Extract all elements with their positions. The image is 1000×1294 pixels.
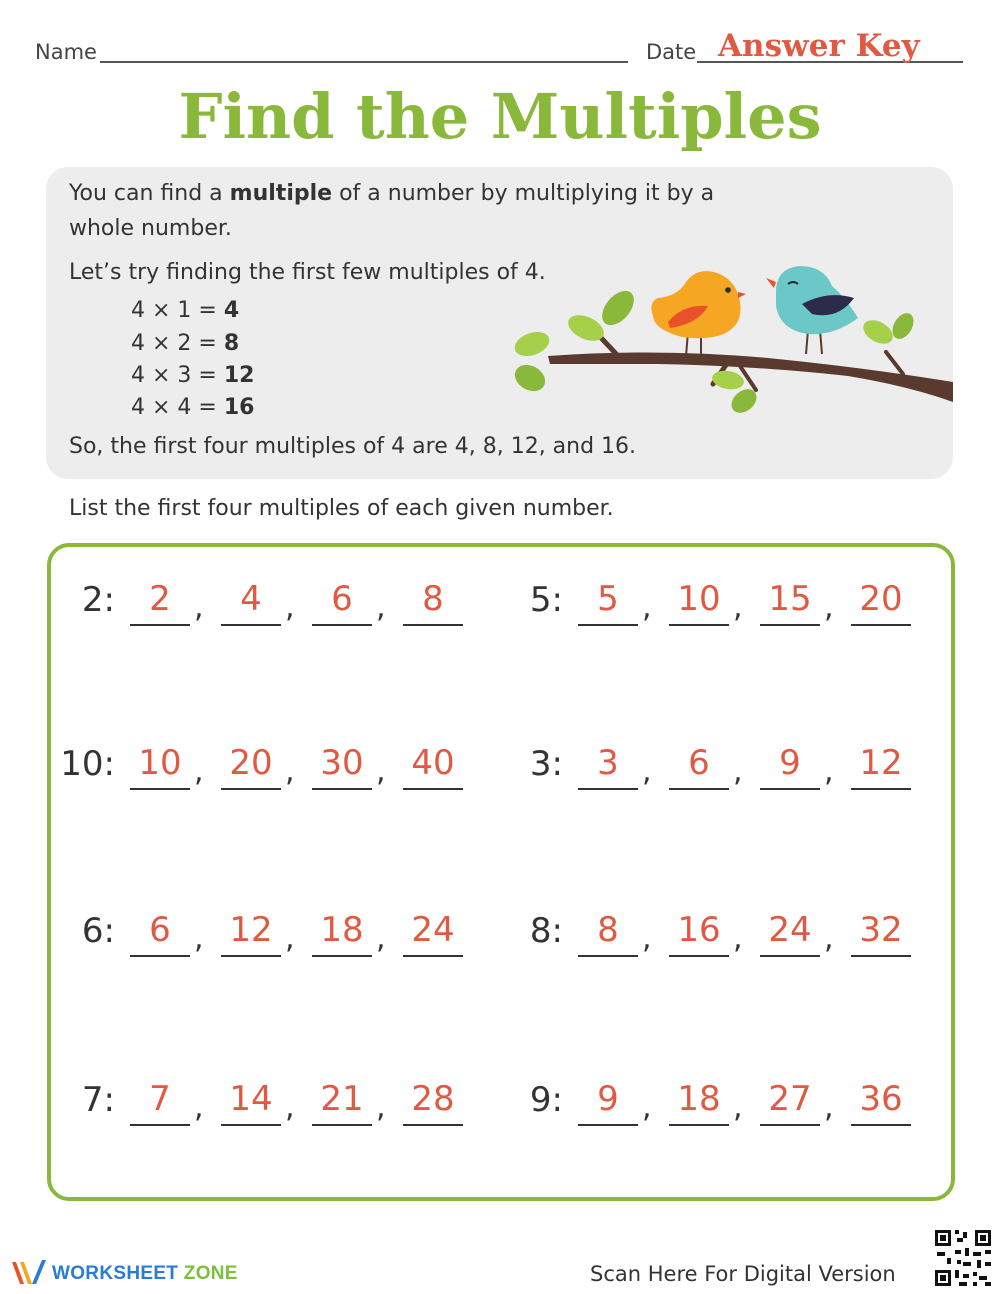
answer-blank[interactable] — [578, 740, 638, 790]
comma-separator: , — [194, 590, 204, 625]
answer-value: 18 — [320, 910, 364, 950]
answer-blank[interactable] — [312, 1076, 372, 1126]
answer-value: 24 — [768, 910, 812, 950]
page-title: Find the Multiples — [178, 80, 822, 153]
answer-value: 18 — [677, 1079, 721, 1119]
answer-value: 14 — [229, 1079, 273, 1119]
equation-answer: 8 — [223, 331, 240, 356]
comma-separator: , — [285, 921, 295, 956]
answer-blank[interactable] — [578, 907, 638, 957]
answer-blank[interactable] — [130, 1076, 190, 1126]
problem-number-label: 5: — [529, 580, 563, 620]
answer-blank[interactable] — [669, 576, 729, 626]
problem-number-label: 2: — [81, 580, 115, 620]
equation-expression: 4 × 1 = — [131, 298, 224, 323]
example-equation — [131, 363, 254, 388]
comma-separator: , — [733, 1090, 743, 1125]
comma-separator: , — [642, 754, 652, 789]
comma-separator: , — [285, 754, 295, 789]
answer-blank[interactable] — [312, 740, 372, 790]
qr-code-icon[interactable] — [933, 1228, 993, 1288]
birds-on-branch-illustration — [508, 262, 953, 422]
answer-value: 12 — [859, 743, 903, 783]
answer-value: 5 — [597, 579, 619, 619]
intro-line-1 — [69, 176, 714, 211]
answer-blank[interactable] — [403, 576, 463, 626]
instruction-text: List the first four multiples of each given number. — [69, 496, 614, 521]
comma-separator: , — [642, 1090, 652, 1125]
answer-value: 4 — [240, 579, 262, 619]
answer-blank[interactable] — [578, 576, 638, 626]
intro-line-2: whole number. — [69, 216, 232, 241]
problem-number-label: 10: — [60, 744, 115, 784]
problem-number-label: 6: — [81, 911, 115, 951]
equation-expression: 4 × 3 = — [131, 363, 224, 388]
date-value: Answer Key — [718, 28, 920, 64]
comma-separator: , — [194, 1090, 204, 1125]
intro-conclusion: So, the first four multiples of 4 are 4, 8, 12, and 16. — [69, 434, 637, 459]
answer-blank[interactable] — [760, 576, 820, 626]
answer-value: 20 — [229, 743, 273, 783]
equation-answer: 4 — [223, 298, 240, 323]
logo-word-2: ZONE — [183, 1263, 238, 1284]
problem-number-label: 7: — [81, 1080, 115, 1120]
answer-blank[interactable] — [221, 576, 281, 626]
answer-blank[interactable] — [403, 740, 463, 790]
intro-line-1-pre: You can find a — [69, 181, 230, 206]
answer-value: 20 — [859, 579, 903, 619]
answer-value: 32 — [859, 910, 903, 950]
name-field[interactable] — [100, 61, 628, 63]
logo-word-1: WORKSHEET — [52, 1263, 179, 1284]
answer-value: 8 — [597, 910, 619, 950]
answer-value: 6 — [331, 579, 353, 619]
answer-value: 40 — [411, 743, 455, 783]
answer-value: 7 — [149, 1079, 171, 1119]
date-label: Date — [646, 40, 697, 64]
answer-value: 8 — [422, 579, 444, 619]
scan-text: Scan Here For Digital Version — [590, 1262, 896, 1286]
answer-value: 10 — [138, 743, 182, 783]
equation-expression: 4 × 4 = — [131, 395, 224, 420]
answer-blank[interactable] — [760, 1076, 820, 1126]
answer-value: 9 — [597, 1079, 619, 1119]
comma-separator: , — [824, 590, 834, 625]
answer-value: 21 — [320, 1079, 364, 1119]
answer-blank[interactable] — [312, 907, 372, 957]
comma-separator: , — [733, 921, 743, 956]
problem-number-label: 3: — [529, 744, 563, 784]
answer-value: 16 — [677, 910, 721, 950]
answer-blank[interactable] — [669, 1076, 729, 1126]
answer-value: 24 — [411, 910, 455, 950]
comma-separator: , — [733, 590, 743, 625]
answer-blank[interactable] — [578, 1076, 638, 1126]
answer-blank[interactable] — [312, 576, 372, 626]
problem-number-label: 8: — [529, 911, 563, 951]
example-equation — [131, 298, 239, 323]
worksheet-zone-logo-icon — [10, 1258, 48, 1288]
answer-value: 30 — [320, 743, 364, 783]
answer-blank[interactable] — [760, 907, 820, 957]
comma-separator: , — [376, 921, 386, 956]
answer-value: 9 — [779, 743, 801, 783]
answer-value: 27 — [768, 1079, 812, 1119]
intro-keyword: multiple — [229, 181, 333, 206]
answer-value: 3 — [597, 743, 619, 783]
comma-separator: , — [376, 754, 386, 789]
intro-line-1-post: of a number by multiplying it by a — [332, 181, 715, 206]
answer-blank[interactable] — [403, 907, 463, 957]
equation-expression: 4 × 2 = — [131, 331, 224, 356]
problem-number-label: 9: — [529, 1080, 563, 1120]
comma-separator: , — [642, 590, 652, 625]
answer-blank[interactable] — [669, 907, 729, 957]
comma-separator: , — [824, 1090, 834, 1125]
answer-blank[interactable] — [851, 740, 911, 790]
equation-answer: 16 — [223, 395, 255, 420]
comma-separator: , — [733, 754, 743, 789]
name-label: Name — [35, 40, 97, 64]
answer-value: 15 — [768, 579, 812, 619]
comma-separator: , — [194, 754, 204, 789]
answer-blank[interactable] — [669, 740, 729, 790]
comma-separator: , — [824, 921, 834, 956]
answer-value: 12 — [229, 910, 273, 950]
answer-blank[interactable] — [851, 1076, 911, 1126]
worksheet-zone-logo[interactable] — [52, 1263, 238, 1285]
answer-blank[interactable] — [760, 740, 820, 790]
comma-separator: , — [376, 1090, 386, 1125]
answer-blank[interactable] — [130, 740, 190, 790]
equation-answer: 12 — [223, 363, 255, 388]
comma-separator: , — [285, 1090, 295, 1125]
answer-blank[interactable] — [221, 1076, 281, 1126]
answer-blank[interactable] — [851, 576, 911, 626]
answer-value: 2 — [149, 579, 171, 619]
comma-separator: , — [642, 921, 652, 956]
answer-blank[interactable] — [130, 907, 190, 957]
answer-blank[interactable] — [130, 576, 190, 626]
answer-value: 10 — [677, 579, 721, 619]
answer-blank[interactable] — [851, 907, 911, 957]
answer-value: 28 — [411, 1079, 455, 1119]
example-equation — [131, 331, 239, 356]
answer-blank[interactable] — [221, 740, 281, 790]
comma-separator: , — [376, 590, 386, 625]
answer-blank[interactable] — [403, 1076, 463, 1126]
example-equation — [131, 395, 254, 420]
comma-separator: , — [824, 754, 834, 789]
intro-line-3: Let’s try finding the first few multiples of 4. — [69, 260, 546, 285]
comma-separator: , — [194, 921, 204, 956]
answer-value: 6 — [149, 910, 171, 950]
answer-value: 36 — [859, 1079, 903, 1119]
answer-blank[interactable] — [221, 907, 281, 957]
answer-value: 6 — [688, 743, 710, 783]
comma-separator: , — [285, 590, 295, 625]
